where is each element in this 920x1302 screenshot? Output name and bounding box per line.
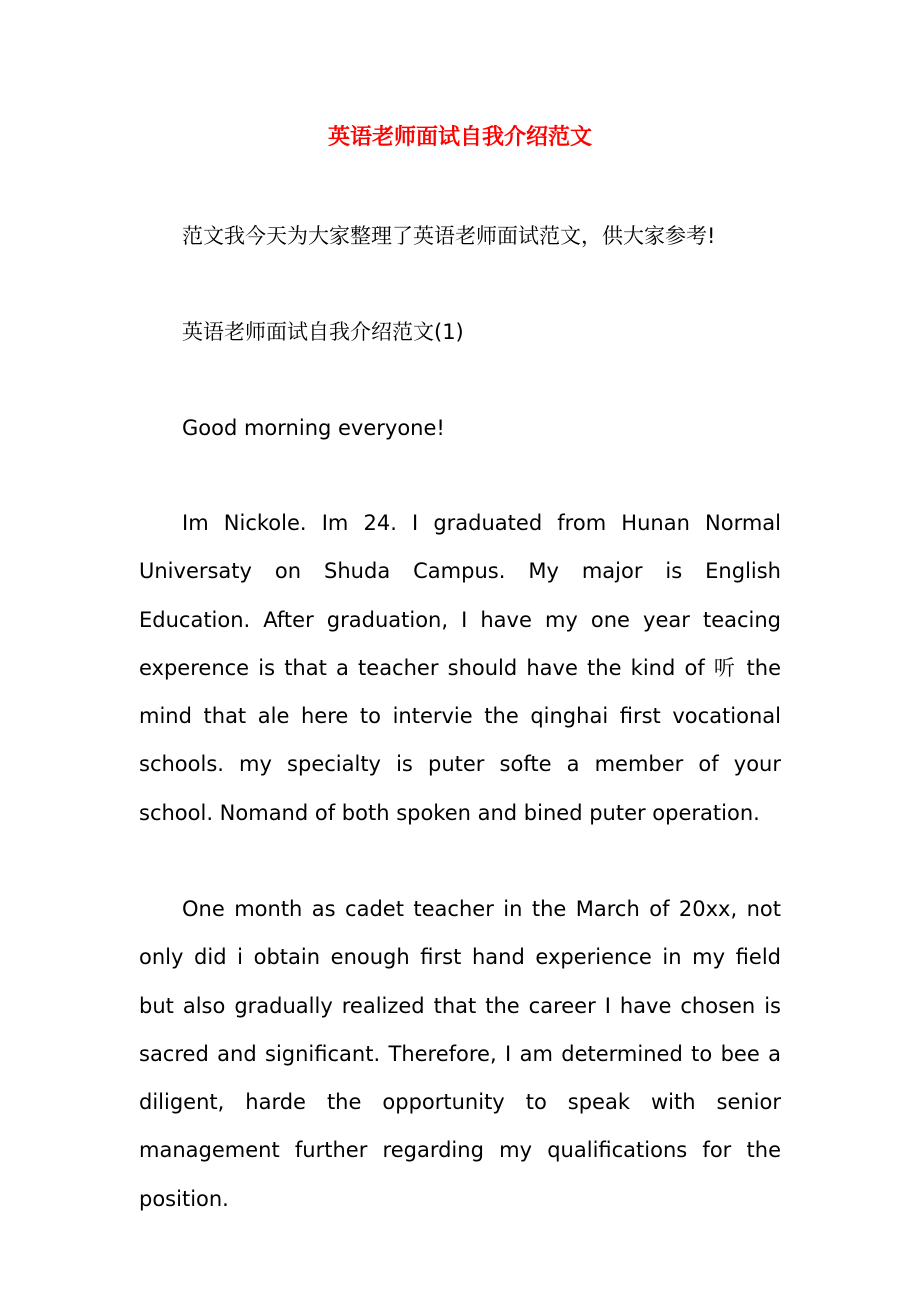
section-subtitle: 英语老师面试自我介绍范文(1) [182, 320, 464, 344]
greeting-paragraph: Good morning everyone! [182, 416, 445, 440]
intro-paragraph: 范文我今天为大家整理了英语老师面试范文，供大家参考! [182, 224, 716, 248]
document-title: 英语老师面试自我介绍范文 [327, 125, 592, 150]
body-paragraph-2: One month as cadet teacher in the March of 20xx, not only did i obtain enough first hand experience in my field but also gradually realized that the career I have chosen is sacred and significant. Therefore, I am determined to bee a diligent, harde the opportunity to speak with senior management further regarding my qualifications for the position. [139, 897, 781, 1211]
body-paragraph-1: Im Nickole. Im 24. I graduated from Hunan Normal Universaty on Shuda Campus. My major is English Education. After graduation, I have my one year teacing experence is that a teacher should have the kind of 听 the mind that ale here to intervie the qinghai first vocational schools. my specialty is puter softe a member of your school. Nomand of both spoken and bined puter operation. [139, 511, 781, 825]
